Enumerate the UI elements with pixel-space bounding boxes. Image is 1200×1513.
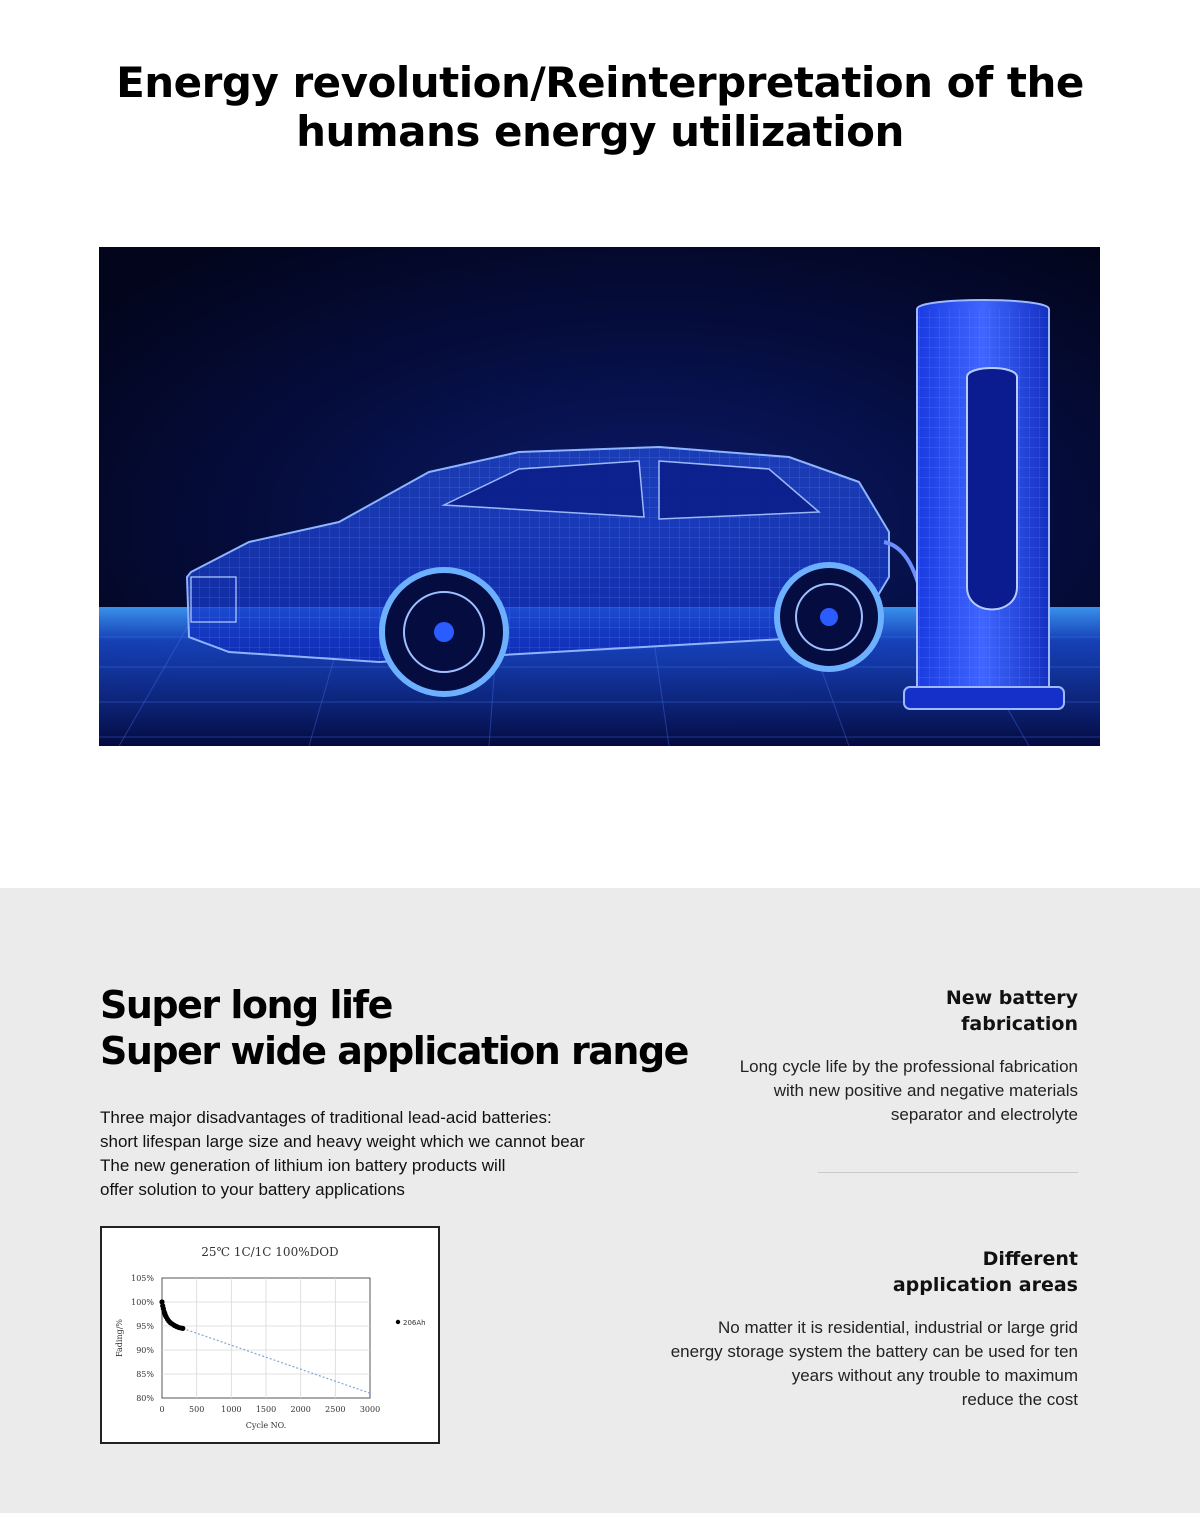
feature-2-text-line-3: years without any trouble to maximum: [791, 1366, 1078, 1385]
ev-wireframe-illustration: [99, 247, 1100, 746]
chart-series: [159, 1299, 370, 1393]
feature-1-title-line-2: fabrication: [961, 1013, 1078, 1035]
chart-x-tick-label: 2000: [290, 1405, 311, 1414]
chart-title: 25℃ 1C/1C 100%DOD: [201, 1245, 339, 1259]
feature-1-text-line-2: with new positive and negative materials: [773, 1081, 1078, 1100]
feature-2-title: [671, 1246, 1078, 1298]
chart-x-tick-label: 2500: [325, 1405, 346, 1414]
features-intro: [100, 1106, 640, 1202]
cycle-life-chart: [100, 1226, 440, 1444]
chart-data-point: [180, 1326, 185, 1331]
intro-line-2: short lifespan large size and heavy weight which we cannot bear: [100, 1132, 585, 1151]
chart-x-tick-label: 0: [159, 1405, 165, 1414]
feature-2-title-line-2: application areas: [892, 1274, 1078, 1296]
feature-1-text-line-1: Long cycle life by the professional fabrication: [739, 1057, 1078, 1076]
chart-x-tick-label: 1000: [221, 1405, 242, 1414]
chart-y-tick-label: 85%: [136, 1370, 154, 1379]
chart-x-ticks: [159, 1405, 380, 1414]
feature-1-title: [740, 985, 1078, 1037]
intro-line-3: The new generation of lithium ion battery products will: [100, 1156, 506, 1175]
chart-y-axis-label: Fading/%: [115, 1318, 124, 1358]
hero-image-ev-charging: [99, 247, 1100, 746]
chart-legend: [396, 1319, 426, 1327]
features-title-line-1: Super long life: [100, 983, 392, 1027]
hero-title-line-1: Energy revolution/Reinterpretation of the: [116, 58, 1084, 107]
chart-x-axis-label: Cycle NO.: [245, 1421, 287, 1430]
chart-y-tick-label: 95%: [136, 1322, 154, 1331]
features-title-line-2: Super wide application range: [100, 1029, 688, 1073]
chart-projection-line: [183, 1328, 370, 1393]
chart-grid: [162, 1278, 370, 1398]
chart-y-tick-label: 100%: [131, 1298, 154, 1307]
feature-2-text-line-4: reduce the cost: [961, 1390, 1078, 1409]
feature-different-application-areas: [671, 1246, 1078, 1412]
chart-x-tick-label: 500: [189, 1405, 205, 1414]
features-title: [100, 982, 688, 1074]
chart-legend-label: 206Ah: [403, 1319, 426, 1327]
intro-line-1: Three major disadvantages of traditional lead-acid batteries:: [100, 1108, 552, 1127]
intro-line-4: offer solution to your battery applications: [100, 1180, 405, 1199]
features-section: [0, 888, 1200, 1513]
feature-1-text-line-3: separator and electrolyte: [890, 1105, 1078, 1124]
chart-x-tick-label: 1500: [255, 1405, 277, 1414]
feature-new-battery-fabrication: [740, 985, 1078, 1127]
hero-title: [100, 58, 1100, 156]
feature-2-text: [671, 1316, 1078, 1412]
cycle-life-chart-svg: [102, 1228, 438, 1442]
feature-2-title-line-1: Different: [982, 1248, 1078, 1270]
feature-2-text-line-1: No matter it is residential, industrial or large grid: [718, 1318, 1078, 1337]
chart-y-ticks: [131, 1274, 154, 1403]
hero-title-line-2: humans energy utilization: [296, 107, 904, 156]
feature-2-text-line-2: energy storage system the battery can be used for ten: [670, 1342, 1078, 1361]
chart-y-tick-label: 80%: [136, 1394, 154, 1403]
chart-x-tick-label: 3000: [359, 1405, 381, 1414]
chart-y-tick-label: 105%: [131, 1274, 154, 1283]
chart-y-tick-label: 90%: [136, 1346, 154, 1355]
feature-1-title-line-1: New battery: [945, 987, 1078, 1009]
feature-1-text: [740, 1055, 1078, 1127]
section-divider: [818, 1172, 1078, 1173]
chart-legend-marker: [396, 1320, 400, 1324]
